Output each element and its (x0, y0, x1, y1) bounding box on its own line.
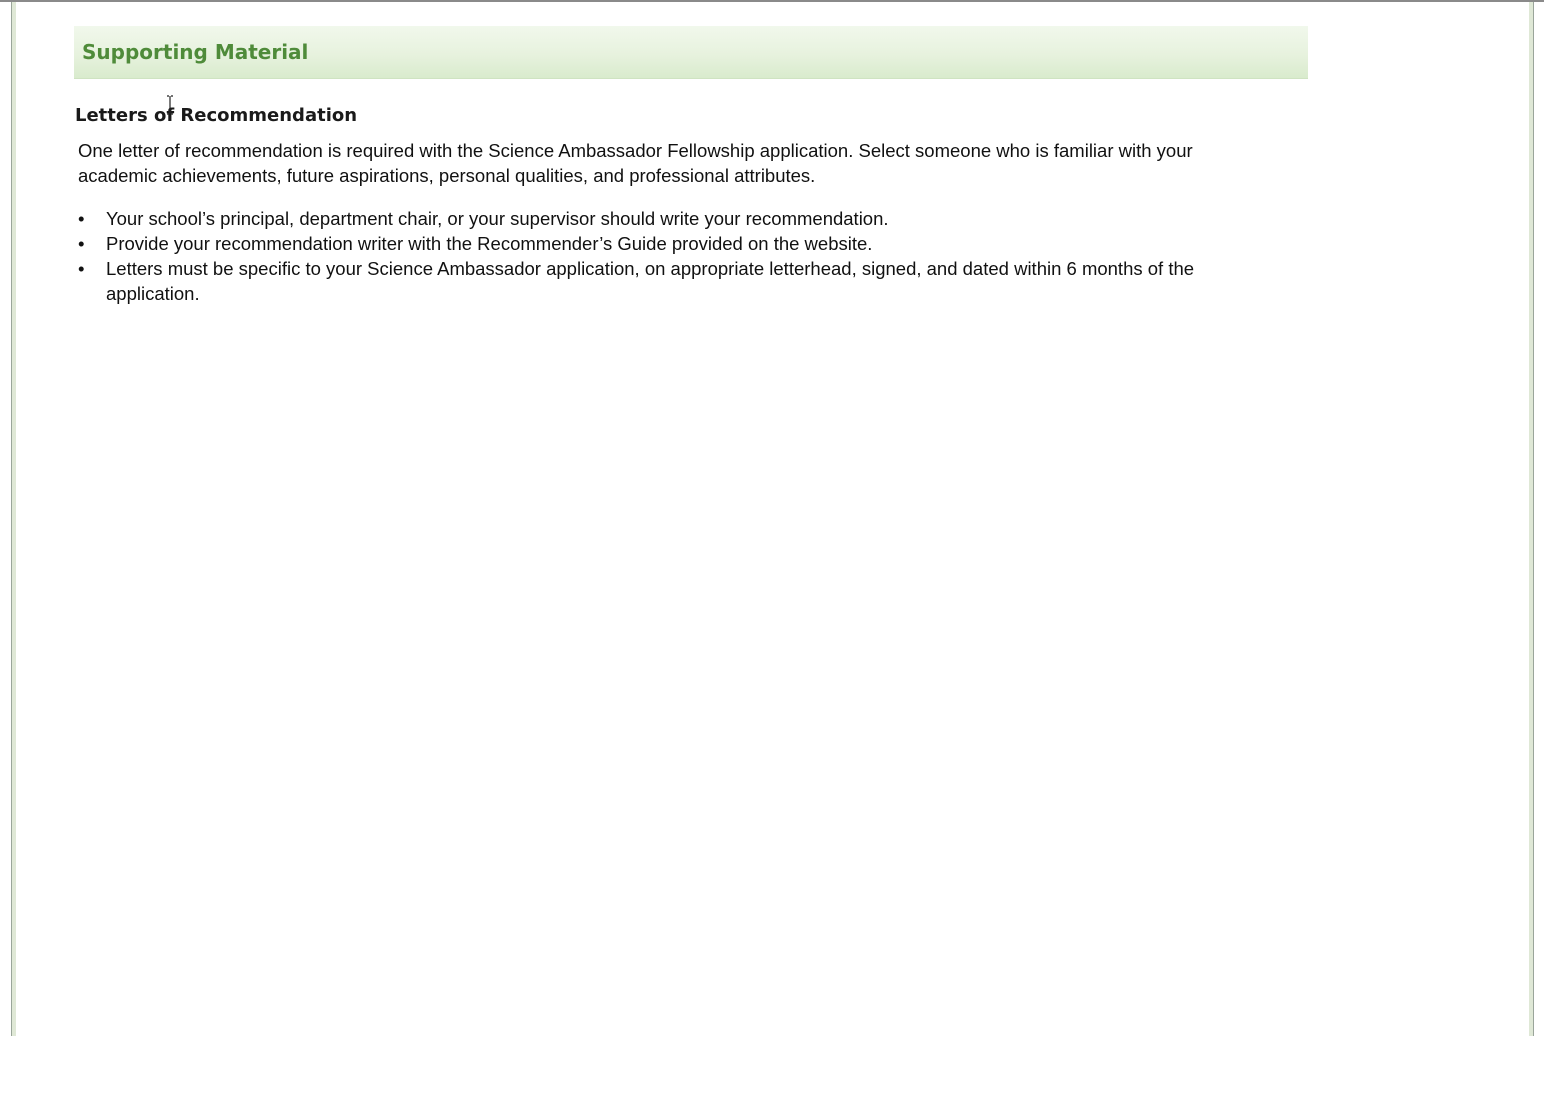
section-title: Supporting Material (82, 40, 309, 64)
list-item-text: Provide your recommendation writer with the Recommender’s Guide provided on the website. (106, 233, 873, 254)
bullet-marker: • (78, 208, 85, 229)
body-paragraph: One letter of recommendation is required with the Science Ambassador Fellowship application. Select someone who is familiar with your academic achievements, future aspirations, personal qualities, and professional attributes. (78, 140, 1193, 186)
bullet-list (78, 206, 1258, 306)
list-item (78, 206, 1258, 231)
list-item-text: Letters must be specific to your Science Ambassador application, on appropriate letterhead, signed, and dated within 6 months of the application. (106, 258, 1195, 304)
text-cursor-icon (165, 95, 175, 115)
bullet-marker: • (78, 258, 85, 279)
list-item (78, 256, 1258, 306)
subsection-heading: Letters of Recommendation (75, 105, 358, 126)
bullet-marker: • (78, 233, 85, 254)
list-item-text: Your school’s principal, department chair, or your supervisor should write your recommendation. (106, 208, 889, 229)
section-header-band (74, 26, 1308, 79)
list-item (78, 231, 1258, 256)
